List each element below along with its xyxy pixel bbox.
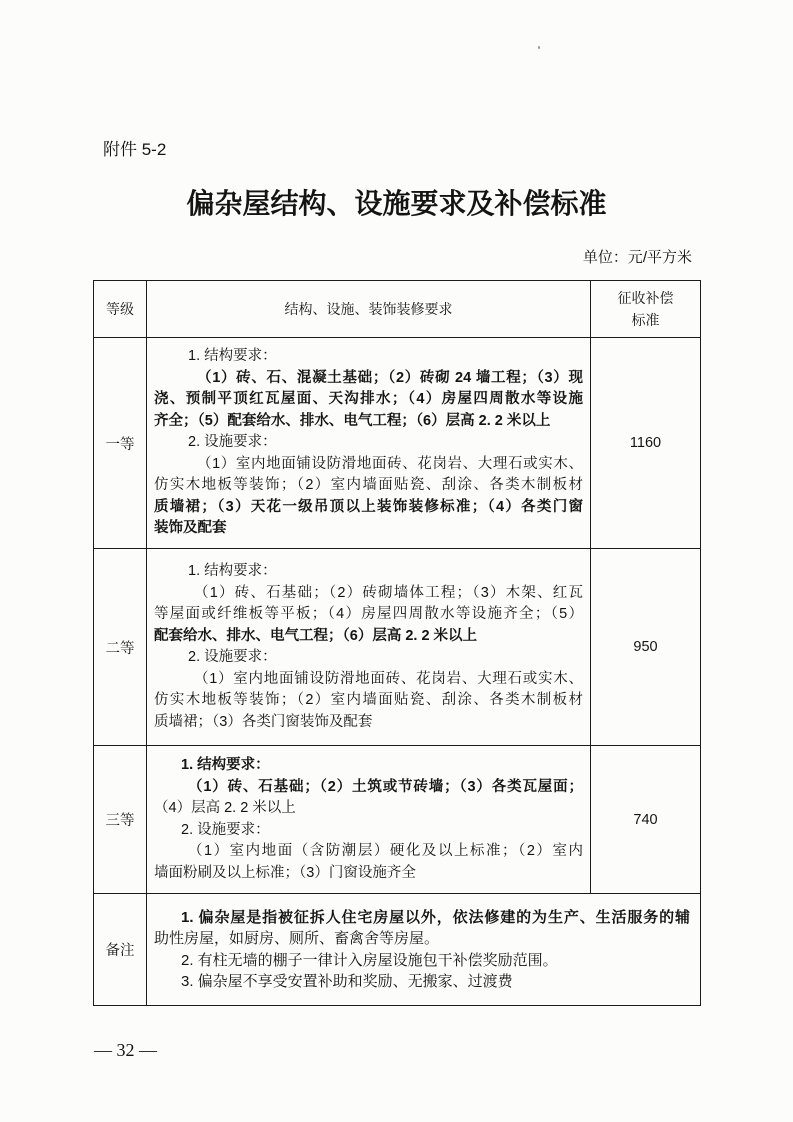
- requirements-cell: [147, 549, 591, 746]
- table-row: [94, 549, 701, 746]
- remark-line: 2. 有柱无墙的棚子一律计入房屋设施包干补偿奖励范围。: [181, 951, 558, 969]
- facility-line: 仿实木地板等装饰；（2）室内墙面贴瓷、刮涂、各类木制板材: [154, 692, 583, 708]
- facility-heading: 2. 设施要求：: [188, 649, 277, 665]
- compensation-standard-table: [93, 280, 701, 1006]
- remarks-content: [147, 894, 701, 1006]
- facility-line: （1）室内地面铺设防滑地面砖、花岗岩、大理石或实木、: [194, 670, 583, 687]
- requirements-cell: [147, 746, 591, 894]
- remark-line: 助性房屋，如厨房、厕所、畜禽舍等房屋。: [154, 930, 440, 947]
- facility-heading: 2. 设施要求：: [188, 434, 277, 451]
- structure-line: （1）砖、石、混凝土基础；（2）砖砌 24 墙工程；（3）现: [197, 369, 583, 386]
- structure-line: 齐全；（5）配套给水、排水、电气工程；（6）层高 2. 2 米以上: [154, 412, 551, 429]
- grade-cell: 一等: [94, 338, 147, 549]
- page-number: — 32 —: [94, 1040, 157, 1060]
- structure-line: （1）砖、石基础；（2）砖砌墙体工程；（3）木架、红瓦: [194, 584, 583, 601]
- scan-speck: [538, 46, 540, 49]
- facility-line: 墙面粉刷及以上标准；（3）门窗设施齐全: [154, 864, 416, 881]
- structure-line: 配套给水、排水、电气工程；（6）层高 2. 2 米以上: [154, 627, 478, 644]
- document-title: 偏杂屋结构、设施要求及补偿标准: [186, 187, 607, 220]
- remarks-row: [94, 894, 701, 1006]
- table-header-row: [94, 281, 701, 338]
- grade-cell: 三等: [94, 746, 147, 894]
- structure-line: 等屋面或纤维板等平板；（4）房屋四周散水等设施齐全；（5）: [154, 606, 583, 622]
- compensation-value: 740: [591, 746, 701, 894]
- structure-heading: 1. 结构要求：: [188, 348, 277, 365]
- attachment-label: 附件 5-2: [103, 140, 167, 159]
- remark-line: 3. 偏杂屋不享受安置补助和奖励、无搬家、过渡费: [181, 973, 513, 990]
- header-grade: 等级: [94, 281, 147, 338]
- table-row: [94, 338, 701, 549]
- facility-line: （1）室内地面铺设防滑地面砖、花岗岩、大理石或实木、: [197, 455, 583, 472]
- facility-line: 仿实木地板等装饰；（2）室内墙面贴瓷、刮涂、各类木制板材: [154, 477, 583, 494]
- facility-line: （1）室内地面（含防潮层）硬化及以上标准；（2）室内: [188, 843, 583, 859]
- header-compensation-label: 征收补偿标准: [617, 290, 674, 328]
- compensation-value: 950: [591, 549, 701, 746]
- structure-line: （1）砖、石基础；（2）土筑或节砖墙；（3）各类瓦屋面；: [188, 778, 583, 795]
- unit-label: 单位：元/平方米: [582, 249, 692, 266]
- facility-line: 质墙裙；（3）各类门窗装饰及配套: [154, 713, 373, 730]
- facility-line: 装饰及配套: [154, 520, 227, 537]
- structure-line: 浇、预制平顶红瓦屋面、天沟排水；（4）房屋四周散水等设施: [154, 391, 583, 408]
- table-row: [94, 746, 701, 894]
- grade-cell: 二等: [94, 549, 147, 746]
- structure-heading: 1. 结构要求：: [181, 757, 270, 773]
- remark-line: 1. 偏杂屋是指被征拆人住宅房屋以外，依法修建的为生产、生活服务的辅: [181, 908, 690, 926]
- remarks-label: 备注: [94, 894, 147, 1006]
- structure-heading: 1. 结构要求：: [188, 563, 277, 579]
- header-compensation: [591, 281, 701, 338]
- facility-line: 质墙裙；（3）天花一级吊顶以上装饰装修标准；（4）各类门窗: [154, 498, 583, 515]
- compensation-value: 1160: [591, 338, 701, 549]
- structure-line: （4）层高 2. 2 米以上: [154, 800, 296, 816]
- header-requirements: 结构、设施、装饰装修要求: [147, 281, 591, 338]
- facility-heading: 2. 设施要求：: [181, 821, 270, 838]
- requirements-cell: [147, 338, 591, 549]
